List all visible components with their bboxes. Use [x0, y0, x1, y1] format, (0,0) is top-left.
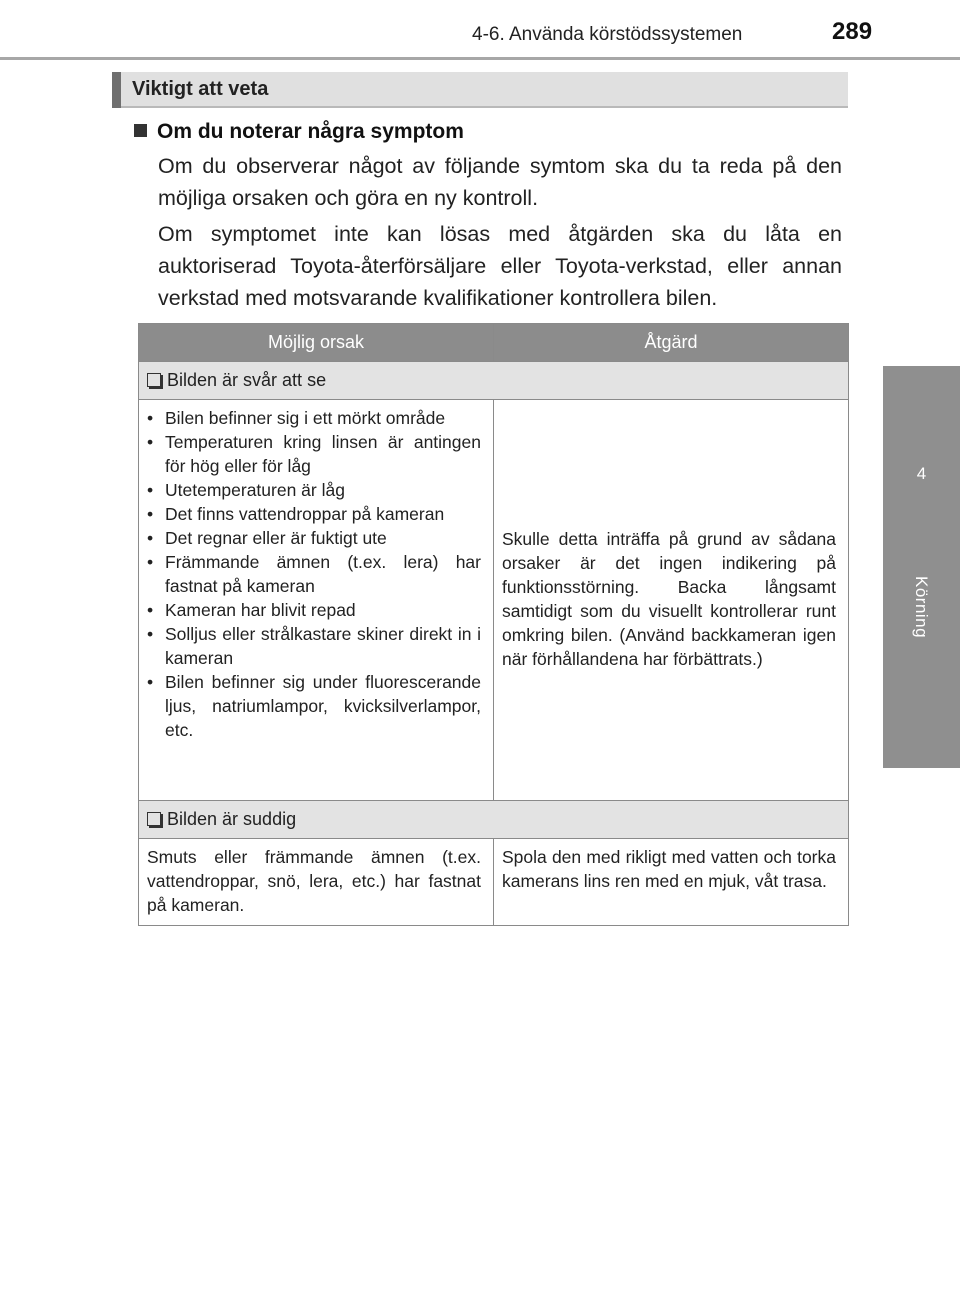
section-header [112, 72, 848, 108]
header-rule [0, 57, 960, 60]
symptom-heading [134, 120, 464, 144]
action-cell: Skulle detta inträffa på grund av sådana orsaker är det ingen indikering på funktionsstörning. Backa långsamt samtidigt som du visuellt kontrollerar runt omkring bilen. (Använd backkameran igen när förhållandena har förbättrats.) [494, 400, 849, 801]
list-item: • Det regnar eller är fuktigt ute [147, 526, 481, 550]
symptom-paragraph-1: Om du observerar något av följande symtom ska du ta reda på den möjliga orsaken och göra en ny kontroll. [158, 154, 842, 210]
side-tab-number: 4 [916, 464, 927, 483]
cause-list [147, 406, 481, 742]
chapter-title: 4-6. Använda körstödssystemen [472, 24, 743, 45]
chapter-side-tab [883, 366, 960, 768]
cause-cell [139, 400, 494, 801]
side-tab-label: Körning [912, 576, 931, 639]
list-item: • Bilen befinner sig under fluorescerande ljus, natriumlampor, kvicksilverlampor, etc. [147, 670, 481, 742]
table-row [139, 400, 849, 801]
section-accent [112, 72, 121, 108]
list-item: • Främmande ämnen (t.ex. lera) har fastnat på kameran [147, 550, 481, 598]
category-row [139, 362, 849, 400]
header-action: Åtgärd [494, 324, 849, 362]
symptom-table [138, 323, 849, 926]
list-item: • Bilen befinner sig i ett mörkt område [147, 406, 481, 430]
square-bullet-icon [134, 124, 147, 137]
checkbox-icon [147, 812, 161, 826]
page-number: 289 [832, 18, 873, 45]
list-item: • Utetemperaturen är låg [147, 478, 481, 502]
table-header-row [139, 324, 849, 362]
action-cell: Spola den med rikligt med vatten och torka kamerans lins ren med en mjuk, våt trasa. [494, 839, 849, 926]
header-cause: Möjlig orsak [139, 324, 494, 362]
category-label: Bilden är svår att se [167, 370, 327, 390]
list-item: • Temperaturen kring linsen är antingen för hög eller för låg [147, 430, 481, 478]
category-row [139, 801, 849, 839]
category-label: Bilden är suddig [167, 809, 297, 829]
checkbox-icon [147, 373, 161, 387]
cause-cell: Smuts eller främmande ämnen (t.ex. vattendroppar, snö, lera, etc.) har fastnat på kameran. [139, 839, 494, 926]
symptom-paragraph-2: Om symptomet inte kan lösas med åtgärden ska du låta en auktoriserad Toyota-återförsäljare eller Toyota-verkstad, eller annan verkstad med motsvarande kvalifikationer kontrollera bilen. [158, 222, 842, 310]
symptom-heading-text: Om du noterar några symptom [157, 120, 464, 143]
list-item: • Kameran har blivit repad [147, 598, 481, 622]
list-item: • Solljus eller strålkastare skiner direkt in i kameran [147, 622, 481, 670]
section-title: Viktigt att veta [132, 78, 269, 100]
table-row [139, 839, 849, 926]
list-item: • Det finns vattendroppar på kameran [147, 502, 481, 526]
